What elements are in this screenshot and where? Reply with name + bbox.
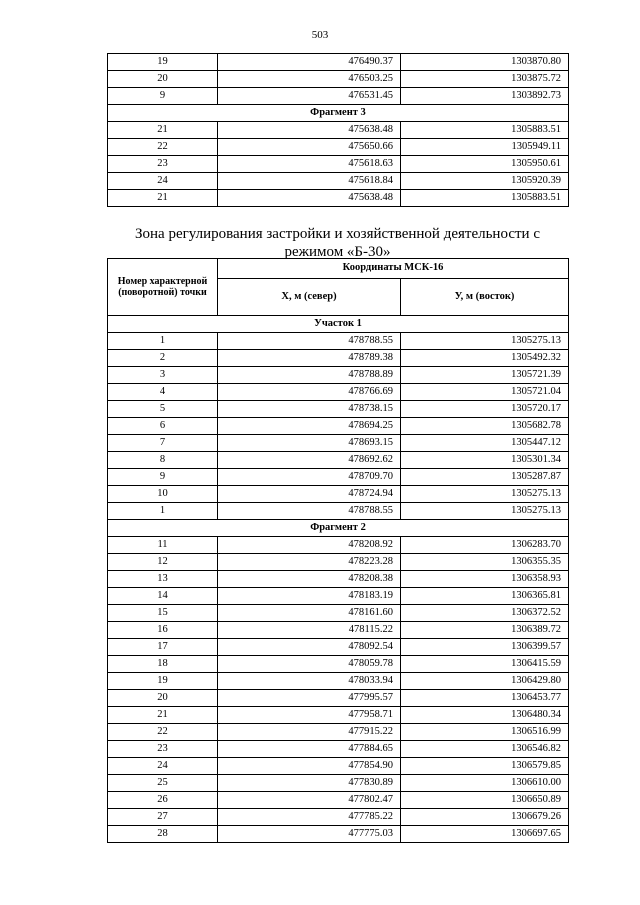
table-row (108, 384, 569, 401)
x-coordinate-cell: 477802.47 (218, 792, 401, 809)
point-number-cell: 23 (108, 156, 218, 173)
x-coordinate-cell: 478033.94 (218, 673, 401, 690)
header-y: У, м (восток) (401, 279, 569, 316)
x-coordinate-cell: 476503.25 (218, 71, 401, 88)
x-coordinate-cell: 478092.54 (218, 639, 401, 656)
y-coordinate-cell: 1306399.57 (401, 639, 569, 656)
point-number-cell: 9 (108, 88, 218, 105)
point-number-cell: 11 (108, 537, 218, 554)
y-coordinate-cell: 1306415.59 (401, 656, 569, 673)
y-coordinate-cell: 1306355.35 (401, 554, 569, 571)
table-row (108, 605, 569, 622)
point-number-cell: 2 (108, 350, 218, 367)
y-coordinate-cell: 1306579.85 (401, 758, 569, 775)
point-number-cell: 20 (108, 71, 218, 88)
table-row (108, 452, 569, 469)
table-row (108, 190, 569, 207)
point-number-cell: 15 (108, 605, 218, 622)
y-coordinate-cell: 1306372.52 (401, 605, 569, 622)
x-coordinate-cell: 476490.37 (218, 54, 401, 71)
table-row (108, 122, 569, 139)
y-coordinate-cell: 1305721.39 (401, 367, 569, 384)
point-number-cell: 8 (108, 452, 218, 469)
x-coordinate-cell: 478059.78 (218, 656, 401, 673)
y-coordinate-cell: 1303892.73 (401, 88, 569, 105)
header-coordinates: Координаты МСК-16 (218, 259, 569, 279)
table-row (108, 554, 569, 571)
point-number-cell: 16 (108, 622, 218, 639)
x-coordinate-cell: 477884.65 (218, 741, 401, 758)
x-coordinate-cell: 475650.66 (218, 139, 401, 156)
point-number-cell: 10 (108, 486, 218, 503)
point-number-cell: 7 (108, 435, 218, 452)
table-row (108, 486, 569, 503)
x-coordinate-cell: 475638.48 (218, 122, 401, 139)
point-number-cell: 13 (108, 571, 218, 588)
table-row (108, 401, 569, 418)
point-number-cell: 21 (108, 707, 218, 724)
x-coordinate-cell: 478788.89 (218, 367, 401, 384)
section-row (108, 316, 569, 333)
point-number-cell: 4 (108, 384, 218, 401)
point-number-cell: 19 (108, 54, 218, 71)
y-coordinate-cell: 1305492.32 (401, 350, 569, 367)
point-number-cell: 5 (108, 401, 218, 418)
point-number-cell: 20 (108, 690, 218, 707)
table-row (108, 656, 569, 673)
y-coordinate-cell: 1305682.78 (401, 418, 569, 435)
table-row (108, 418, 569, 435)
table-row (108, 707, 569, 724)
table-row (108, 622, 569, 639)
x-coordinate-cell: 478724.94 (218, 486, 401, 503)
table-row (108, 139, 569, 156)
x-coordinate-cell: 477830.89 (218, 775, 401, 792)
table-row (108, 367, 569, 384)
y-coordinate-cell: 1306516.99 (401, 724, 569, 741)
y-coordinate-cell: 1306697.65 (401, 826, 569, 843)
point-number-cell: 22 (108, 724, 218, 741)
y-coordinate-cell: 1305949.11 (401, 139, 569, 156)
top-table-body (108, 54, 569, 207)
y-coordinate-cell: 1305950.61 (401, 156, 569, 173)
x-coordinate-cell: 477775.03 (218, 826, 401, 843)
x-coordinate-cell: 478766.69 (218, 384, 401, 401)
table-row (108, 503, 569, 520)
table-row (108, 333, 569, 350)
y-coordinate-cell: 1305920.39 (401, 173, 569, 190)
point-number-cell: 19 (108, 673, 218, 690)
point-number-cell: 24 (108, 758, 218, 775)
point-number-cell: 3 (108, 367, 218, 384)
y-coordinate-cell: 1306546.82 (401, 741, 569, 758)
x-coordinate-cell: 478738.15 (218, 401, 401, 418)
section-row (108, 105, 569, 122)
zone-heading (107, 225, 568, 261)
x-coordinate-cell: 478183.19 (218, 588, 401, 605)
zone-heading-line1: Зона регулирования застройки и хозяйственной деятельности с (135, 226, 540, 242)
point-number-cell: 21 (108, 122, 218, 139)
x-coordinate-cell: 478692.62 (218, 452, 401, 469)
page-number: 503 (311, 29, 329, 41)
table-row (108, 792, 569, 809)
table-row (108, 71, 569, 88)
y-coordinate-cell: 1305447.12 (401, 435, 569, 452)
x-coordinate-cell: 478694.25 (218, 418, 401, 435)
y-coordinate-cell: 1306389.72 (401, 622, 569, 639)
table-header (108, 259, 569, 316)
x-coordinate-cell: 478788.55 (218, 333, 401, 350)
header-point-number: Номер характерной (поворотной) точки (108, 259, 218, 316)
point-number-cell: 27 (108, 809, 218, 826)
point-number-cell: 25 (108, 775, 218, 792)
section-row (108, 520, 569, 537)
table-row (108, 639, 569, 656)
section-label: Участок 1 (108, 316, 569, 333)
point-number-cell: 21 (108, 190, 218, 207)
point-number-cell: 1 (108, 503, 218, 520)
section-label: Фрагмент 2 (108, 520, 569, 537)
table-row (108, 775, 569, 792)
x-coordinate-cell: 475638.48 (218, 190, 401, 207)
table-row (108, 435, 569, 452)
y-coordinate-cell: 1305275.13 (401, 486, 569, 503)
point-number-cell: 18 (108, 656, 218, 673)
header-x: Х, м (север) (218, 279, 401, 316)
table-row (108, 673, 569, 690)
y-coordinate-cell: 1306283.70 (401, 537, 569, 554)
point-number-cell: 24 (108, 173, 218, 190)
x-coordinate-cell: 477958.71 (218, 707, 401, 724)
x-coordinate-cell: 477785.22 (218, 809, 401, 826)
y-coordinate-cell: 1306365.81 (401, 588, 569, 605)
zone-heading-line2: режимом «Б-30» (284, 244, 391, 260)
x-coordinate-cell: 478208.38 (218, 571, 401, 588)
y-coordinate-cell: 1303870.80 (401, 54, 569, 71)
table-row (108, 469, 569, 486)
x-coordinate-cell: 475618.84 (218, 173, 401, 190)
table-row (108, 173, 569, 190)
y-coordinate-cell: 1305275.13 (401, 503, 569, 520)
x-coordinate-cell: 478115.22 (218, 622, 401, 639)
point-number-cell: 17 (108, 639, 218, 656)
table-row (108, 809, 569, 826)
x-coordinate-cell: 478789.38 (218, 350, 401, 367)
table-row (108, 826, 569, 843)
point-number-cell: 9 (108, 469, 218, 486)
y-coordinate-cell: 1305883.51 (401, 122, 569, 139)
y-coordinate-cell: 1305275.13 (401, 333, 569, 350)
y-coordinate-cell: 1306679.26 (401, 809, 569, 826)
x-coordinate-cell: 478709.70 (218, 469, 401, 486)
point-number-cell: 26 (108, 792, 218, 809)
point-number-cell: 6 (108, 418, 218, 435)
y-coordinate-cell: 1306429.80 (401, 673, 569, 690)
y-coordinate-cell: 1305883.51 (401, 190, 569, 207)
point-number-cell: 28 (108, 826, 218, 843)
table-row (108, 156, 569, 173)
table-row (108, 537, 569, 554)
coordinates-table-continued (107, 53, 569, 207)
table-row (108, 571, 569, 588)
x-coordinate-cell: 477915.22 (218, 724, 401, 741)
x-coordinate-cell: 475618.63 (218, 156, 401, 173)
y-coordinate-cell: 1305301.34 (401, 452, 569, 469)
table-row (108, 724, 569, 741)
table-row (108, 690, 569, 707)
point-number-cell: 1 (108, 333, 218, 350)
y-coordinate-cell: 1306610.00 (401, 775, 569, 792)
point-number-cell: 12 (108, 554, 218, 571)
y-coordinate-cell: 1305721.04 (401, 384, 569, 401)
y-coordinate-cell: 1306650.89 (401, 792, 569, 809)
coordinates-table (107, 258, 569, 843)
x-coordinate-cell: 476531.45 (218, 88, 401, 105)
y-coordinate-cell: 1306480.34 (401, 707, 569, 724)
x-coordinate-cell: 478161.60 (218, 605, 401, 622)
table-row (108, 741, 569, 758)
point-number-cell: 22 (108, 139, 218, 156)
y-coordinate-cell: 1306358.93 (401, 571, 569, 588)
x-coordinate-cell: 478693.15 (218, 435, 401, 452)
y-coordinate-cell: 1305720.17 (401, 401, 569, 418)
table-row (108, 88, 569, 105)
x-coordinate-cell: 478208.92 (218, 537, 401, 554)
x-coordinate-cell: 478223.28 (218, 554, 401, 571)
section-label: Фрагмент 3 (108, 105, 569, 122)
x-coordinate-cell: 477995.57 (218, 690, 401, 707)
point-number-cell: 14 (108, 588, 218, 605)
y-coordinate-cell: 1305287.87 (401, 469, 569, 486)
main-table-body (108, 316, 569, 843)
x-coordinate-cell: 478788.55 (218, 503, 401, 520)
table-row (108, 588, 569, 605)
y-coordinate-cell: 1306453.77 (401, 690, 569, 707)
point-number-cell: 23 (108, 741, 218, 758)
table-row (108, 350, 569, 367)
x-coordinate-cell: 477854.90 (218, 758, 401, 775)
table-row (108, 54, 569, 71)
table-row (108, 758, 569, 775)
y-coordinate-cell: 1303875.72 (401, 71, 569, 88)
